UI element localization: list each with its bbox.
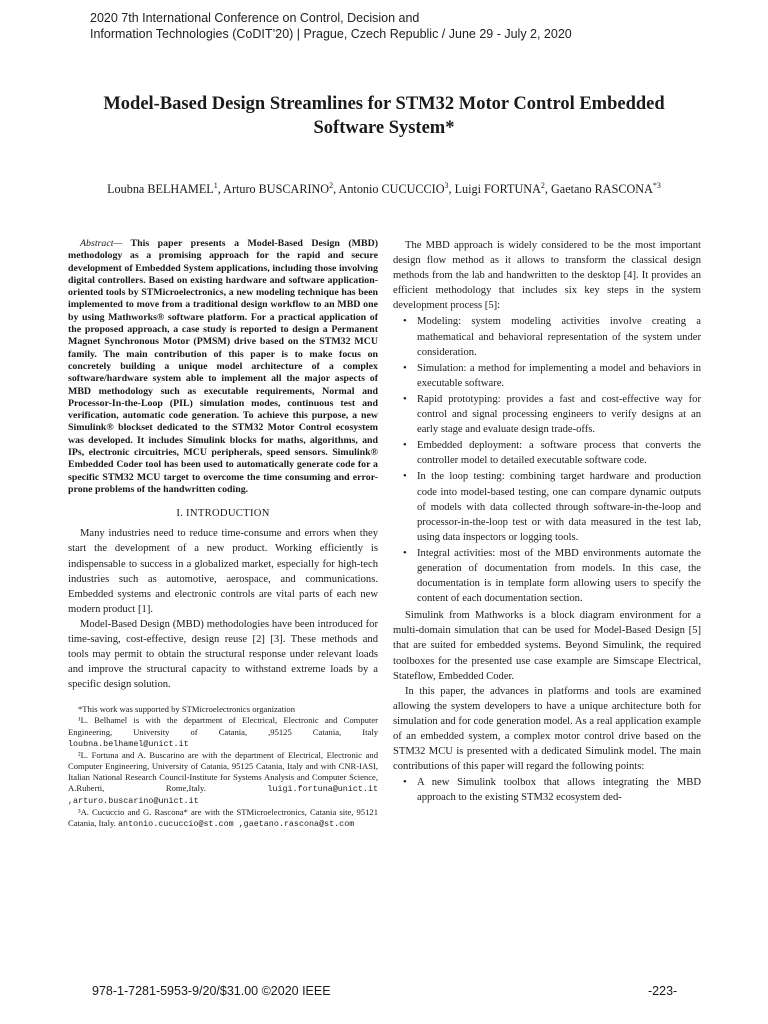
section-heading-introduction: I. INTRODUCTION bbox=[176, 508, 270, 520]
footnote-2: ²L. Fortuna and A. Buscarino are with the department of Electrical, Electronic and Computer Engineering, University of Catania, 95125 Catania, Italy and with CNR-IASI, Italian National Research Council-Institute for Systems Analysis and Computer Science, A.Ruberti, Rome,Italy. luigi.fortuna@unict.it ,arturo.buscarino@unict.it bbox=[68, 749, 378, 807]
conference-line-1: 2020 7th International Conference on Control, Decision and bbox=[90, 11, 420, 25]
intro-paragraph-1: Many industries need to reduce time-consume and errors when they start the development of a new product. Working efficiently is indispensable to success in a globalized market, especially for high-tech industries such as automotive, aerospace, and communications. Embedded systems and electronic controls are vital parts of each new modern product [1]. bbox=[68, 528, 378, 615]
right-column bbox=[393, 238, 701, 807]
title-line-1: Model-Based Design Streamlines for STM32 Motor Control Embedded bbox=[103, 94, 665, 114]
intro-paragraph-2: Model-Based Design (MBD) methodologies have been introduced for time-saving, cost-effective, design reuse [2] [3]. These methods and tools may permit to obtain the structural response under relevant loads and improve the structural capacity to withstand extreme loads by a specific design solution. bbox=[68, 618, 378, 691]
author: Loubna BELHAMEL$^1$, bbox=[107, 181, 224, 197]
abstract bbox=[68, 238, 378, 496]
author: Luigi FORTUNA$^2$, bbox=[454, 181, 551, 197]
simulink-paragraph: Simulink from Mathworks is a block diagram environment for a multi-domain simulation that can be used for Model-Based Design [5] that are suited for embedded systems. Beyond Simulink, the required toolboxes for the presented use case example are Simscape Electrical, Stateflow, Embedded Coder. bbox=[393, 610, 701, 682]
left-column bbox=[68, 238, 378, 830]
abstract-text: This paper presents a Model-Based Design (MBD) methodology as a promising approach for the rapid and secure development of Embedded System applications, including those involving digital controllers. Based on existing hardware and software application-oriented tools by STMicroelectronics, a new modeling technique has been implemented to move from a traditional design workflow to an MBD one by using Mathworks® software platform. For a practical application of the proposed approach, a case study is reported to design a Permanent Magnet Synchronous Motor (PMSM) drive based on the STM32 MCU family. The main contribution of this paper is to make focus on concretely building a unique model architecture of a complex software/hardware system able to implement all the major aspects of MBD methodology such as executable requirements, Normal and Processor-In-the-Loop (PIL) simulation modes, continuous test and verification, automatic code generation. To achieve this purpose, a new Simulink® blockset dedicated to the STM32 Motor Control ecosystem was developed. It includes Simulink blocks for maths, algorithms, and IPs, electronic circuitries, MCU peripherals, speed sensors. Simulink® Embedded Coder tool has been used to automatically generate code for a specific STM32 MCU target to overcome the time consuming and error-prone problems of the handwritten coding. bbox=[68, 238, 378, 495]
list-item: • Integral activities: most of the MBD environments automate the generation of documentation from models. In this case, the documentation is in template form allowing users to specify the content of each documentation section. bbox=[417, 546, 701, 606]
author-list bbox=[20, 178, 748, 197]
email-link: antonio.cucuccio@st.com ,gaetano.rascona@st.com bbox=[118, 819, 355, 830]
footer-isbn: 978-1-7281-5953-9/20/$31.00 ©2020 IEEE bbox=[92, 984, 331, 998]
list-item: • A new Simulink toolbox that allows integrating the MBD approach to the existing STM32 ecosystem ded- bbox=[417, 775, 701, 805]
list-item: • Embedded deployment: a software process that converts the controller model to detailed executable software code. bbox=[417, 438, 701, 468]
mbd-steps-list bbox=[393, 314, 701, 606]
author: Gaetano RASCONA$^{*3}$ bbox=[550, 181, 661, 197]
contribution-paragraph: In this paper, the advances in platforms and tools are examined allowing the system developers to have a unique architecture both for simulation and for code generation model. As a real application example of an embedded system, a complex motor control drive based on the STM32 MCU is presented with a dedicated Simulink model. The main contributions of this paper will regard the following points: bbox=[393, 685, 701, 773]
contributions-list bbox=[393, 775, 701, 805]
title-line-2: Software System* bbox=[313, 118, 455, 138]
email-link: luigi.fortuna@unict.it ,arturo.buscarino@unict.it bbox=[68, 784, 378, 807]
paper-title bbox=[40, 92, 728, 140]
list-item: • Modeling: system modeling activities involve creating a mathematical and behavioral representation of the system under consideration. bbox=[417, 314, 701, 359]
abstract-lead: Abstract— bbox=[80, 238, 123, 249]
conference-header bbox=[90, 10, 572, 42]
footnotes bbox=[68, 704, 378, 830]
email-link: loubna.belhamel@unict.it bbox=[68, 738, 189, 749]
footnote-funding: *This work was supported by STMicroelectronics organization bbox=[78, 704, 296, 715]
author: Antonio CUCUCCIO$^3$, bbox=[338, 181, 455, 197]
conference-line-2: Information Technologies (CoDIT’20) | Prague, Czech Republic / June 29 - July 2, 2020 bbox=[90, 27, 572, 41]
list-item: • In the loop testing: combining target hardware and production code into model-based testing, one can compare dynamic outputs of models with data collected through software-in-the-loop and processor-in-the-loop test or with data measured in the test lab, using data inspectors or logging tools. bbox=[417, 469, 701, 544]
list-item: • Simulation: a method for implementing a model and behaviors in executable software. bbox=[417, 361, 701, 391]
list-item: • Rapid prototyping: provides a fast and cost-effective way for control and signal processing engineers to verify designs at an early stage and evaluate design trade-offs. bbox=[417, 392, 701, 437]
mbd-paragraph: The MBD approach is widely considered to be the most important design flow method as it allows to transform the classical design methods from the lab and handwritten to the desktop [4]. It provides an efficient methodology that includes six key steps in the system development process [5]: bbox=[393, 240, 701, 312]
author: Arturo BUSCARINO$^2$, bbox=[223, 181, 339, 197]
footnote-1: ¹L. Belhamel is with the department of Electrical, Electronic and Computer Engineering, University of Catania, ,95125 Catania, Italy loubna.belhamel@unict.it bbox=[68, 715, 378, 749]
footnote-3: ³A. Cucuccio and G. Rascona* are with the STMicroelectronics, Catania site, 95121 Catania, Italy. antonio.cucuccio@st.com ,gaetano.rascona@st.com bbox=[68, 807, 378, 830]
page-number: -223- bbox=[648, 984, 678, 998]
